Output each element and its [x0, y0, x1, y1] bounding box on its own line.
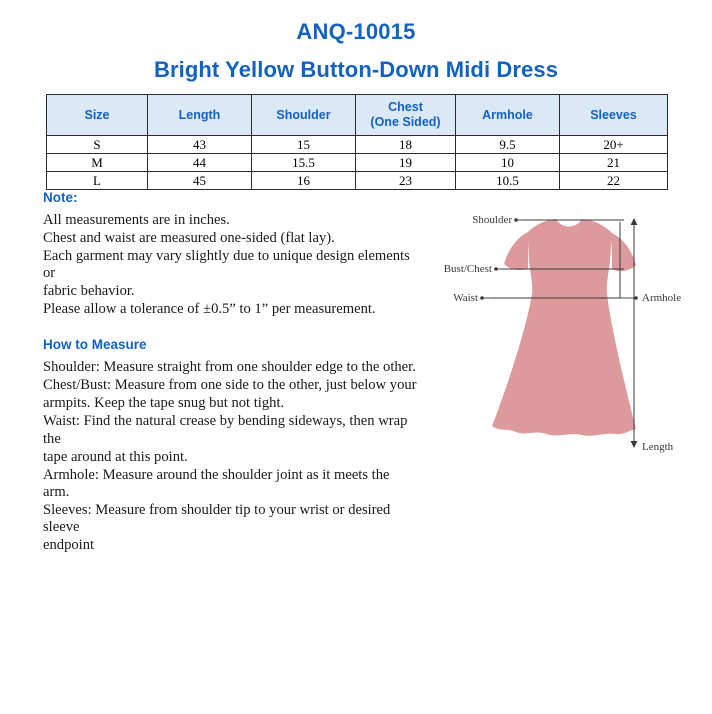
cell-sleeves: 22: [560, 172, 668, 190]
table-row: [47, 136, 668, 154]
note-line: Chest and waist are measured one-sided (flat lay).: [43, 229, 335, 246]
diagram-label-shoulder: Shoulder: [472, 214, 512, 226]
how-to-measure-line: Shoulder: Measure straight from one shoulder edge to the other.: [43, 358, 416, 375]
size-chart-table: [46, 94, 668, 190]
cell-sleeves: 21: [560, 154, 668, 172]
cell-armhole: 10.5: [456, 172, 560, 190]
cell-shoulder: 15.5: [252, 154, 356, 172]
column-header-chest-main: Chest: [388, 100, 423, 115]
size-chart-table-wrapper: [46, 94, 667, 190]
cell-length: 43: [148, 136, 252, 154]
notes-column: [43, 189, 418, 555]
how-to-measure-line: Chest/Bust: Measure from one side to the other, just below your: [43, 377, 417, 394]
note-line: fabric behavior.: [43, 283, 135, 300]
how-to-measure-line: Armhole: Measure around the shoulder joint as it meets the arm.: [43, 466, 390, 500]
dress-silhouette-icon: [492, 219, 636, 436]
how-to-measure-heading: How to Measure: [43, 337, 147, 353]
cell-chest: 19: [356, 154, 456, 172]
page-title-product: Bright Yellow Button-Down Midi Dress: [153, 56, 559, 82]
column-header-size: Size: [47, 95, 148, 136]
column-header-sleeves: Sleeves: [560, 95, 668, 136]
cell-shoulder: 16: [252, 172, 356, 190]
column-header-chest: [356, 95, 456, 136]
column-header-armhole: Armhole: [456, 95, 560, 136]
how-to-measure-line: endpoint: [43, 537, 95, 554]
table-header-row: [47, 95, 668, 136]
cell-chest: 23: [356, 172, 456, 190]
note-heading: Note:: [43, 190, 78, 205]
column-header-shoulder: Shoulder: [252, 95, 356, 136]
note-line: Please allow a tolerance of ±0.5” to 1” per measurement.: [43, 301, 376, 318]
how-to-measure-line: tape around at this point.: [43, 448, 188, 465]
cell-armhole: 9.5: [456, 136, 560, 154]
how-to-measure-line: Waist: Find the natural crease by bending sideways, then wrap the: [43, 413, 408, 447]
page-title-sku: ANQ-10015: [296, 19, 416, 44]
diagram-label-length: Length: [642, 441, 674, 453]
cell-length: 45: [148, 172, 252, 190]
cell-chest: 18: [356, 136, 456, 154]
diagram-label-bust-chest: Bust/Chest: [443, 263, 492, 275]
title-block: [0, 0, 712, 83]
table-row: [47, 154, 668, 172]
column-header-length: Length: [148, 95, 252, 136]
note-line: All measurements are in inches.: [43, 211, 230, 228]
note-line: Each garment may vary slightly due to unique design elements or: [43, 247, 410, 281]
how-to-measure-line: Sleeves: Measure from shoulder tip to your wrist or desired sleeve: [43, 502, 391, 536]
diagram-label-waist: Waist: [453, 292, 478, 304]
cell-size: M: [47, 154, 148, 172]
cell-size: S: [47, 136, 148, 154]
column-header-chest-subtitle: (One Sided): [370, 115, 441, 129]
cell-shoulder: 15: [252, 136, 356, 154]
cell-length: 44: [148, 154, 252, 172]
table-row: [47, 172, 668, 190]
how-to-measure-line: armpits. Keep the tape snug but not tight.: [43, 395, 285, 412]
cell-size: L: [47, 172, 148, 190]
cell-sleeves: 20+: [560, 136, 668, 154]
dress-measurement-diagram: [424, 198, 704, 468]
diagram-label-armhole: Armhole: [642, 292, 682, 304]
cell-armhole: 10: [456, 154, 560, 172]
